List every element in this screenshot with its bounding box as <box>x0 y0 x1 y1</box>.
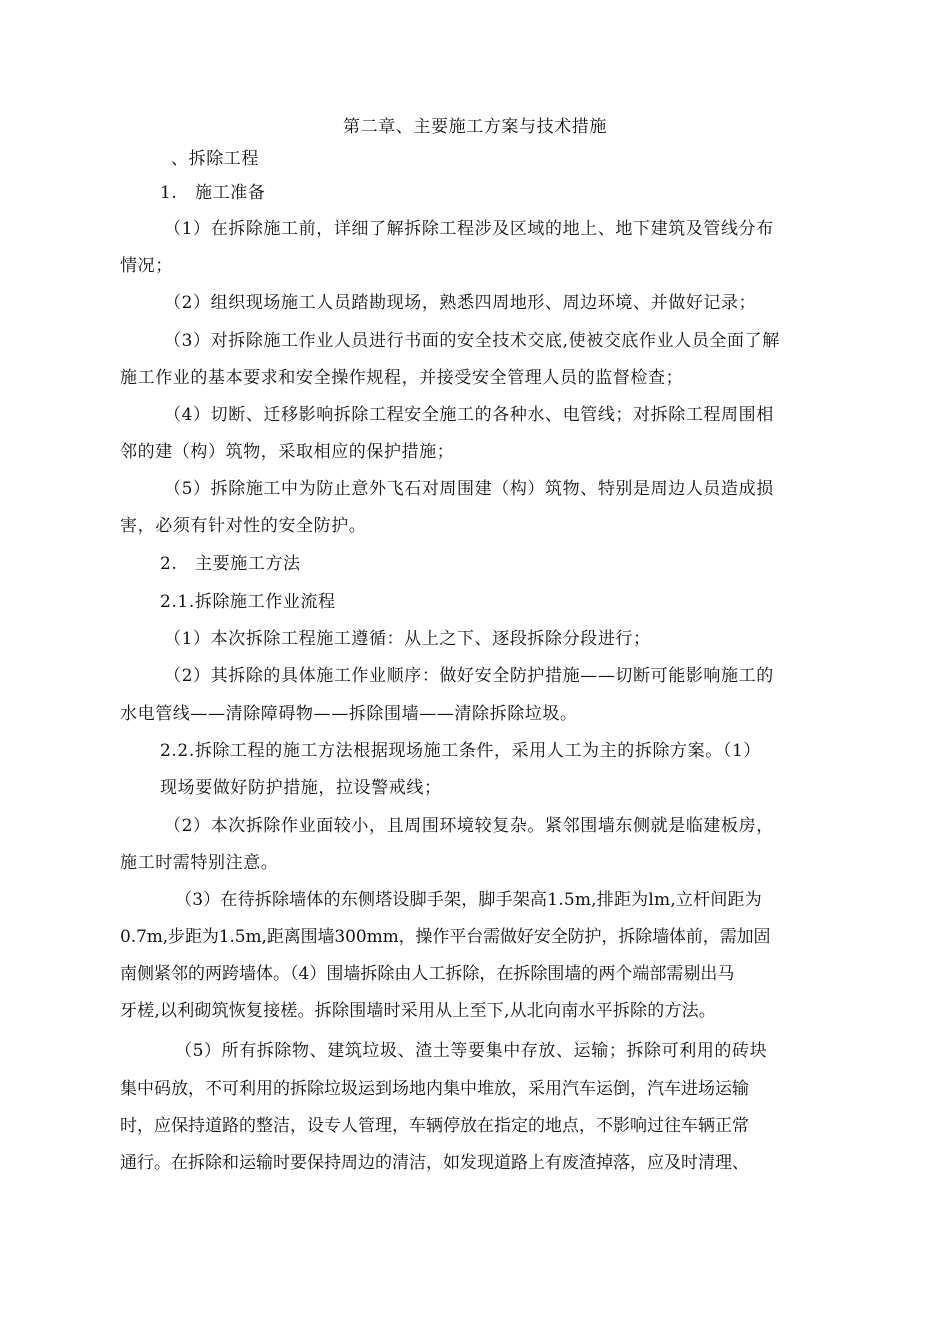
paragraph-line: 时，应保持道路的整洁，设专人管理，车辆停放在指定的地点，不影响过往车辆正常 <box>120 1116 749 1136</box>
paragraph-line: 施工作业的基本要求和安全操作规程，并接受安全管理人员的监督检查； <box>120 368 684 388</box>
heading-methods: 2. 主要施工方法 <box>160 554 301 574</box>
heading-demolition: 、拆除工程 <box>171 149 259 169</box>
subheading-flow: 2.1.拆除施工作业流程 <box>160 592 336 612</box>
paragraph-line: 0.7m,步距为1.5m,距离围墙300mm，操作平台需做好安全防护，拆除墙体前，需加固 <box>120 927 771 947</box>
paragraph-line: 现场要做好防护措施，拉设警戒线； <box>160 778 442 798</box>
paragraph-line: （1）本次拆除工程施工遵循：从上之下、逐段拆除分段进行； <box>164 629 651 649</box>
paragraph-line: 通行。在拆除和运输时要保持周边的清洁，如发现道路上有废渣掉落，应及时清理、 <box>120 1153 749 1173</box>
paragraph-line: （3）在待拆除墙体的东侧塔设脚手架，脚手架高1.5m,排距为lm,立杆间距为 <box>175 890 762 910</box>
paragraph-line: （5）所有拆除物、建筑垃圾、渣土等要集中存放、运输；拆除可利用的砖块 <box>175 1041 768 1061</box>
paragraph-line: （2）本次拆除作业面较小，且周围环境较复杂。紧邻围墙东侧就是临建板房， <box>164 816 774 836</box>
paragraph-line: 水电管线——清除障碍物——拆除围墙——清除拆除垃圾。 <box>120 704 578 724</box>
paragraph-line: 南侧紧邻的两跨墙体。（4）围墙拆除由人工拆除，在拆除围墙的两个端部需剔出马 <box>120 964 735 984</box>
paragraph-line: （4）切断、迁移影响拆除工程安全施工的各种水、电管线；对拆除工程周围相 <box>164 405 774 425</box>
paragraph-line: 2.2.拆除工程的施工方法根据现场施工条件，采用人工为主的拆除方案。（1） <box>160 741 761 761</box>
paragraph-line: （2）组织现场施工人员踏勘现场，熟悉四周地形、周边环境、并做好记录； <box>164 293 757 313</box>
paragraph-line: 害，必须有针对性的安全防护。 <box>120 516 367 536</box>
paragraph-line: 施工时需特别注意。 <box>120 853 279 873</box>
heading-preparation: 1. 施工准备 <box>160 183 266 203</box>
page-title: 第二章、主要施工方案与技术措施 <box>343 117 607 137</box>
paragraph-line: （3）对拆除施工作业人员进行书面的安全技术交底,使被交底作业人员全面了解 <box>164 331 780 351</box>
paragraph-line: （2）其拆除的具体施工作业顺序：做好安全防护措施——切断可能影响施工的 <box>164 666 774 686</box>
paragraph-line: 集中码放，不可利用的拆除垃圾运到场地内集中堆放，采用汽车运倒，汽车进场运输 <box>120 1079 749 1099</box>
paragraph-line: 情况； <box>120 256 173 276</box>
paragraph-line: （5）拆除施工中为防止意外飞石对周围建（构）筑物、特别是周边人员造成损 <box>164 479 774 499</box>
paragraph-line: 邻的建（构）筑物，采取相应的保护措施； <box>120 442 455 462</box>
paragraph-line: （1）在拆除施工前，详细了解拆除工程涉及区域的地上、地下建筑及管线分布 <box>164 219 774 239</box>
paragraph-line: 牙槎,以利砌筑恢复接槎。拆除围墙时采用从上至下,从北向南水平拆除的方法。 <box>120 1001 717 1021</box>
